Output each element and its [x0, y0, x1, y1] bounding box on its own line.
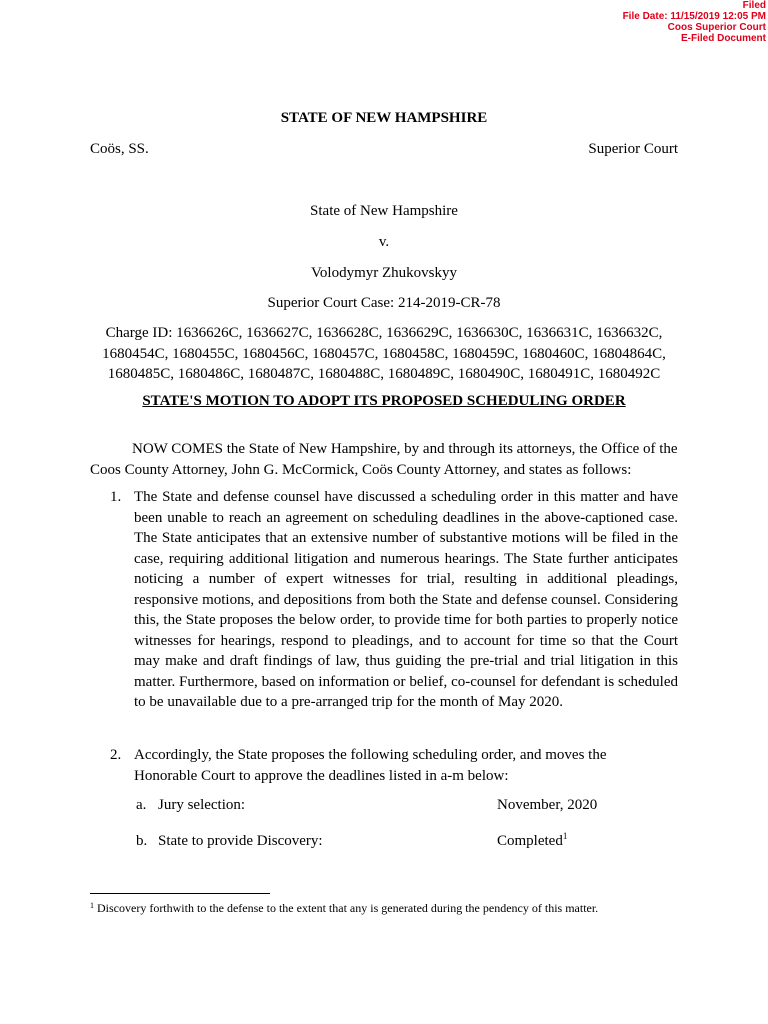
- schedule-label: Jury selection:: [158, 797, 246, 813]
- schedule-value-text: Completed: [497, 833, 563, 849]
- state-heading: STATE OF NEW HAMPSHIRE: [280, 110, 488, 126]
- numbered-item-2: [110, 745, 678, 786]
- charge-line: Charge ID: 1636626C, 1636627C, 1636628C, 1636629C, 1636630C, 1636631C, 1636632C,: [105, 325, 663, 341]
- intro-paragraph: NOW COMES the State of New Hampshire, by and through its attorneys, the Office of the Coos County Attorney, John G. McCormick, Coös County Attorney, and states as follows:: [90, 441, 678, 478]
- item-number: 2.: [110, 747, 122, 763]
- item-text: The State and defense counsel have discussed a scheduling order in this matter and have been unable to reach an agreement on scheduling deadlines in the above-captioned case. The State anticipates that an extensive number of substantive motions will be filed in the case, requiring additional litigation and numerous hearings. The State further anticipates noticing a number of expert witnesses for trial, resulting in additional pleadings, responsive motions, and depositions from both the State and defense counsel. Considering this, the State proposes the below order, to provide time for both parties to properly notice witnesses for hearings, respond to pleadings, and to account for time so that the Court may make and draft findings of law, thus guiding the pre-trial and trial litigation in this matter. Furthermore, based on information or belief, co-counsel for defendant is scheduled to be unavailable due to a pre-arranged trip for the month of May 2020.: [134, 489, 678, 710]
- court-label: Superior Court: [588, 141, 678, 157]
- county-label: Coös, SS.: [90, 141, 149, 157]
- schedule-value: [497, 831, 567, 852]
- footnote-mark: 1: [90, 901, 94, 910]
- footnote-divider: [90, 893, 270, 894]
- stamp-e-filed: E-Filed Document: [680, 33, 766, 44]
- footnote-text: Discovery forthwith to the defense to the extent that any is generated during the pendency of this matter.: [97, 901, 599, 915]
- stamp-filed: Filed: [742, 0, 766, 11]
- defendant: Volodymyr Zhukovskyy: [311, 265, 457, 281]
- venue-line: [90, 139, 678, 160]
- numbered-item-1: [110, 487, 678, 713]
- charge-ids: [90, 323, 678, 385]
- charge-line: 1680454C, 1680455C, 1680456C, 1680457C, 1680458C, 1680459C, 1680460C, 16804864C,: [102, 345, 666, 362]
- item-text-line: Honorable Court to approve the deadlines listed in a-m below:: [134, 767, 509, 784]
- stamp-file-date: File Date: 11/15/2019 12:05 PM: [622, 11, 766, 22]
- footnote-reference: 1: [562, 831, 568, 841]
- footnote: [90, 901, 678, 916]
- charge-line: 1680485C, 1680486C, 1680487C, 1680488C, 1680489C, 1680490C, 1680491C, 1680492C: [107, 366, 661, 382]
- plaintiff: State of New Hampshire: [310, 203, 458, 219]
- stamp-court: Coos Superior Court: [667, 22, 766, 33]
- e-filing-stamp: [623, 0, 766, 44]
- schedule-letter: a.: [136, 797, 147, 813]
- item-number: 1.: [110, 489, 122, 505]
- schedule-label: State to provide Discovery:: [158, 833, 323, 849]
- versus: v.: [378, 234, 390, 250]
- case-number: Superior Court Case: 214-2019-CR-78: [267, 295, 501, 311]
- schedule-value: November, 2020: [497, 797, 598, 813]
- schedule-letter: b.: [136, 833, 148, 849]
- item-text-line: Accordingly, the State proposes the following scheduling order, and moves the: [134, 747, 607, 763]
- motion-title: STATE'S MOTION TO ADOPT ITS PROPOSED SCHEDULING ORDER: [142, 393, 626, 409]
